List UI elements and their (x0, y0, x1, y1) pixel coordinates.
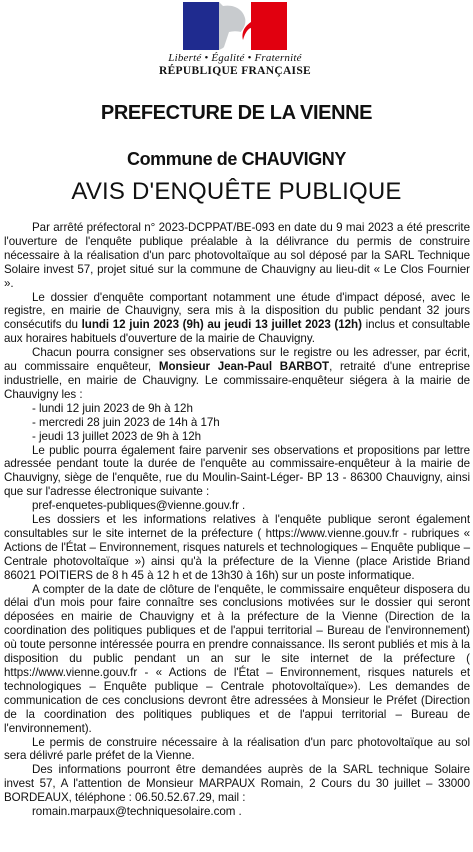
list-item: - jeudi 13 juillet 2023 de 9h à 12h (32, 429, 202, 443)
list-item: - mercredi 28 juin 2023 de 14h à 17h (32, 415, 220, 429)
notice-body (4, 221, 470, 819)
list-item: - lundi 12 juin 2023 de 9h à 12h (32, 401, 193, 415)
paragraph-observations: Chacun pourra consigner ses observations sur le registre ou les adresser, par écrit, au commissaire enquêteur, Monsieur Jean-Paul BARBOT, retraité d'une entreprise industrielle, en mairie de Chauvigny. Le commissaire-enquêteur siégera à la mairie de Chauvigny les : (4, 346, 470, 401)
contact-email-link[interactable]: romain.marpaux@techniquesolaire.com . (32, 805, 242, 819)
paragraph-letters: Le public pourra également faire parvenir ses observations et propositions par lettre adressée pendant toute la durée de l'enquête au commissaire-enquêteur à la mairie de Chauvigny, siège de l'enquête, rue du Moulin-Saint-Léger- BP 13 - 86300 Chauvigny, ainsi que sur l'adresse électronique suivante : (4, 443, 470, 499)
paragraph-permit: Le permis de construire nécessaire à la réalisation d'un parc photovoltaïque au sol sera délivré parle préfet de la Vienne. (4, 735, 470, 763)
prefecture-email-link[interactable]: pref-enquetes-publiques@vienne.gouv.fr . (32, 499, 246, 513)
paragraph-conclusions: A compter de la date de clôture de l'enquête, le commissaire enquêteur disposera du délai d'un mois pour faire connaître ses conclusions motivées sur le dossier qui seront déposées en mairie de Chauvigny et à la préfecture de la Vienne (Direction de la coordination des politiques publiques et de l'appui territorial – Bureau de l'environnement) où toute personne intéressée pourra en prendre connaissance. Ils seront publiés et mis à la disposition du public pendant un an sur le site internet de la préfecture ( https://www.vienne.gouv.fr - « Actions de l'État – Environnement, risques naturels et technologiques – Enquête publique – Centrale photovoltaïque»). Les demandes de communication de ces conclusions devront être adressées à Monsieur le Préfet (Direction de la coordination des politiques publiques et de l'appui territorial – Bureau de l'environnement). (4, 582, 470, 735)
commune-heading: Commune de CHAUVIGNY (126, 149, 347, 169)
paragraph-dossier: Le dossier d'enquête comportant notamment une étude d'impact déposé, avec le registre, en mairie de Chauvigny, sera mis à la disposition du public pendant 32 jours consécutifs du lundi 12 juin 2023 (9h) au jeudi 13 juillet 2023 (12h) inclus et consultable aux horaires habituels d'ouverture de la mairie de Chauvigny. (4, 290, 470, 346)
paragraph-contact: Des informations pourront être demandées auprès de la SARL technique Solaire invest 57, A l'attention de Monsieur MARPAUX Romain, 2 Cours du 30 juillet – 33000 BORDEAUX, téléphone : 06.50.52.67.29, mail : (4, 763, 470, 805)
republic-name: RÉPUBLIQUE FRANÇAISE (158, 65, 311, 77)
notice-title: AVIS D'ENQUÊTE PUBLIQUE (71, 178, 402, 205)
enquiry-period: lundi 12 juin 2023 (9h) au jeudi 13 juillet 2023 (12h) (81, 318, 362, 332)
prefecture-heading: PREFECTURE DE LA VIENNE (100, 102, 373, 124)
commissioner-name: Monsieur Jean-Paul BARBOT (158, 360, 330, 374)
marianne-logo-icon (183, 2, 287, 50)
paragraph-arrete: Par arrêté préfectoral n° 2023-DCPPAT/BE-093 en date du 9 mai 2023 a été prescrite l'ouverture de l'enquête publique préalable à la délivrance du permis de construire nécessaire à la réalisation d'un parc photovoltaïque au sol déposé par la SARL Technique Solaire invest 57, projet situé sur la commune de Chauvigny au lieu-dit « Le Clos Fournier ». (4, 221, 470, 290)
republique-francaise-logo (156, 2, 314, 77)
paragraph-website: Les dossiers et les informations relatives à l'enquête publique seront également consultables sur le site internet de la préfecture ( https://www.vienne.gouv.fr - rubriques « Actions de l'État – Environnement, risques naturels et technologiques – Enquête publique – Centrale photovoltaïque ») ainsi qu'à la préfecture de la Vienne (place Aristide Briand 86021 POITIERS de 8 h 45 à 12 h et de 13h30 à 16h) sur un poste informatique. (4, 513, 470, 582)
motto: Liberté • Égalité • Fraternité (168, 52, 302, 64)
